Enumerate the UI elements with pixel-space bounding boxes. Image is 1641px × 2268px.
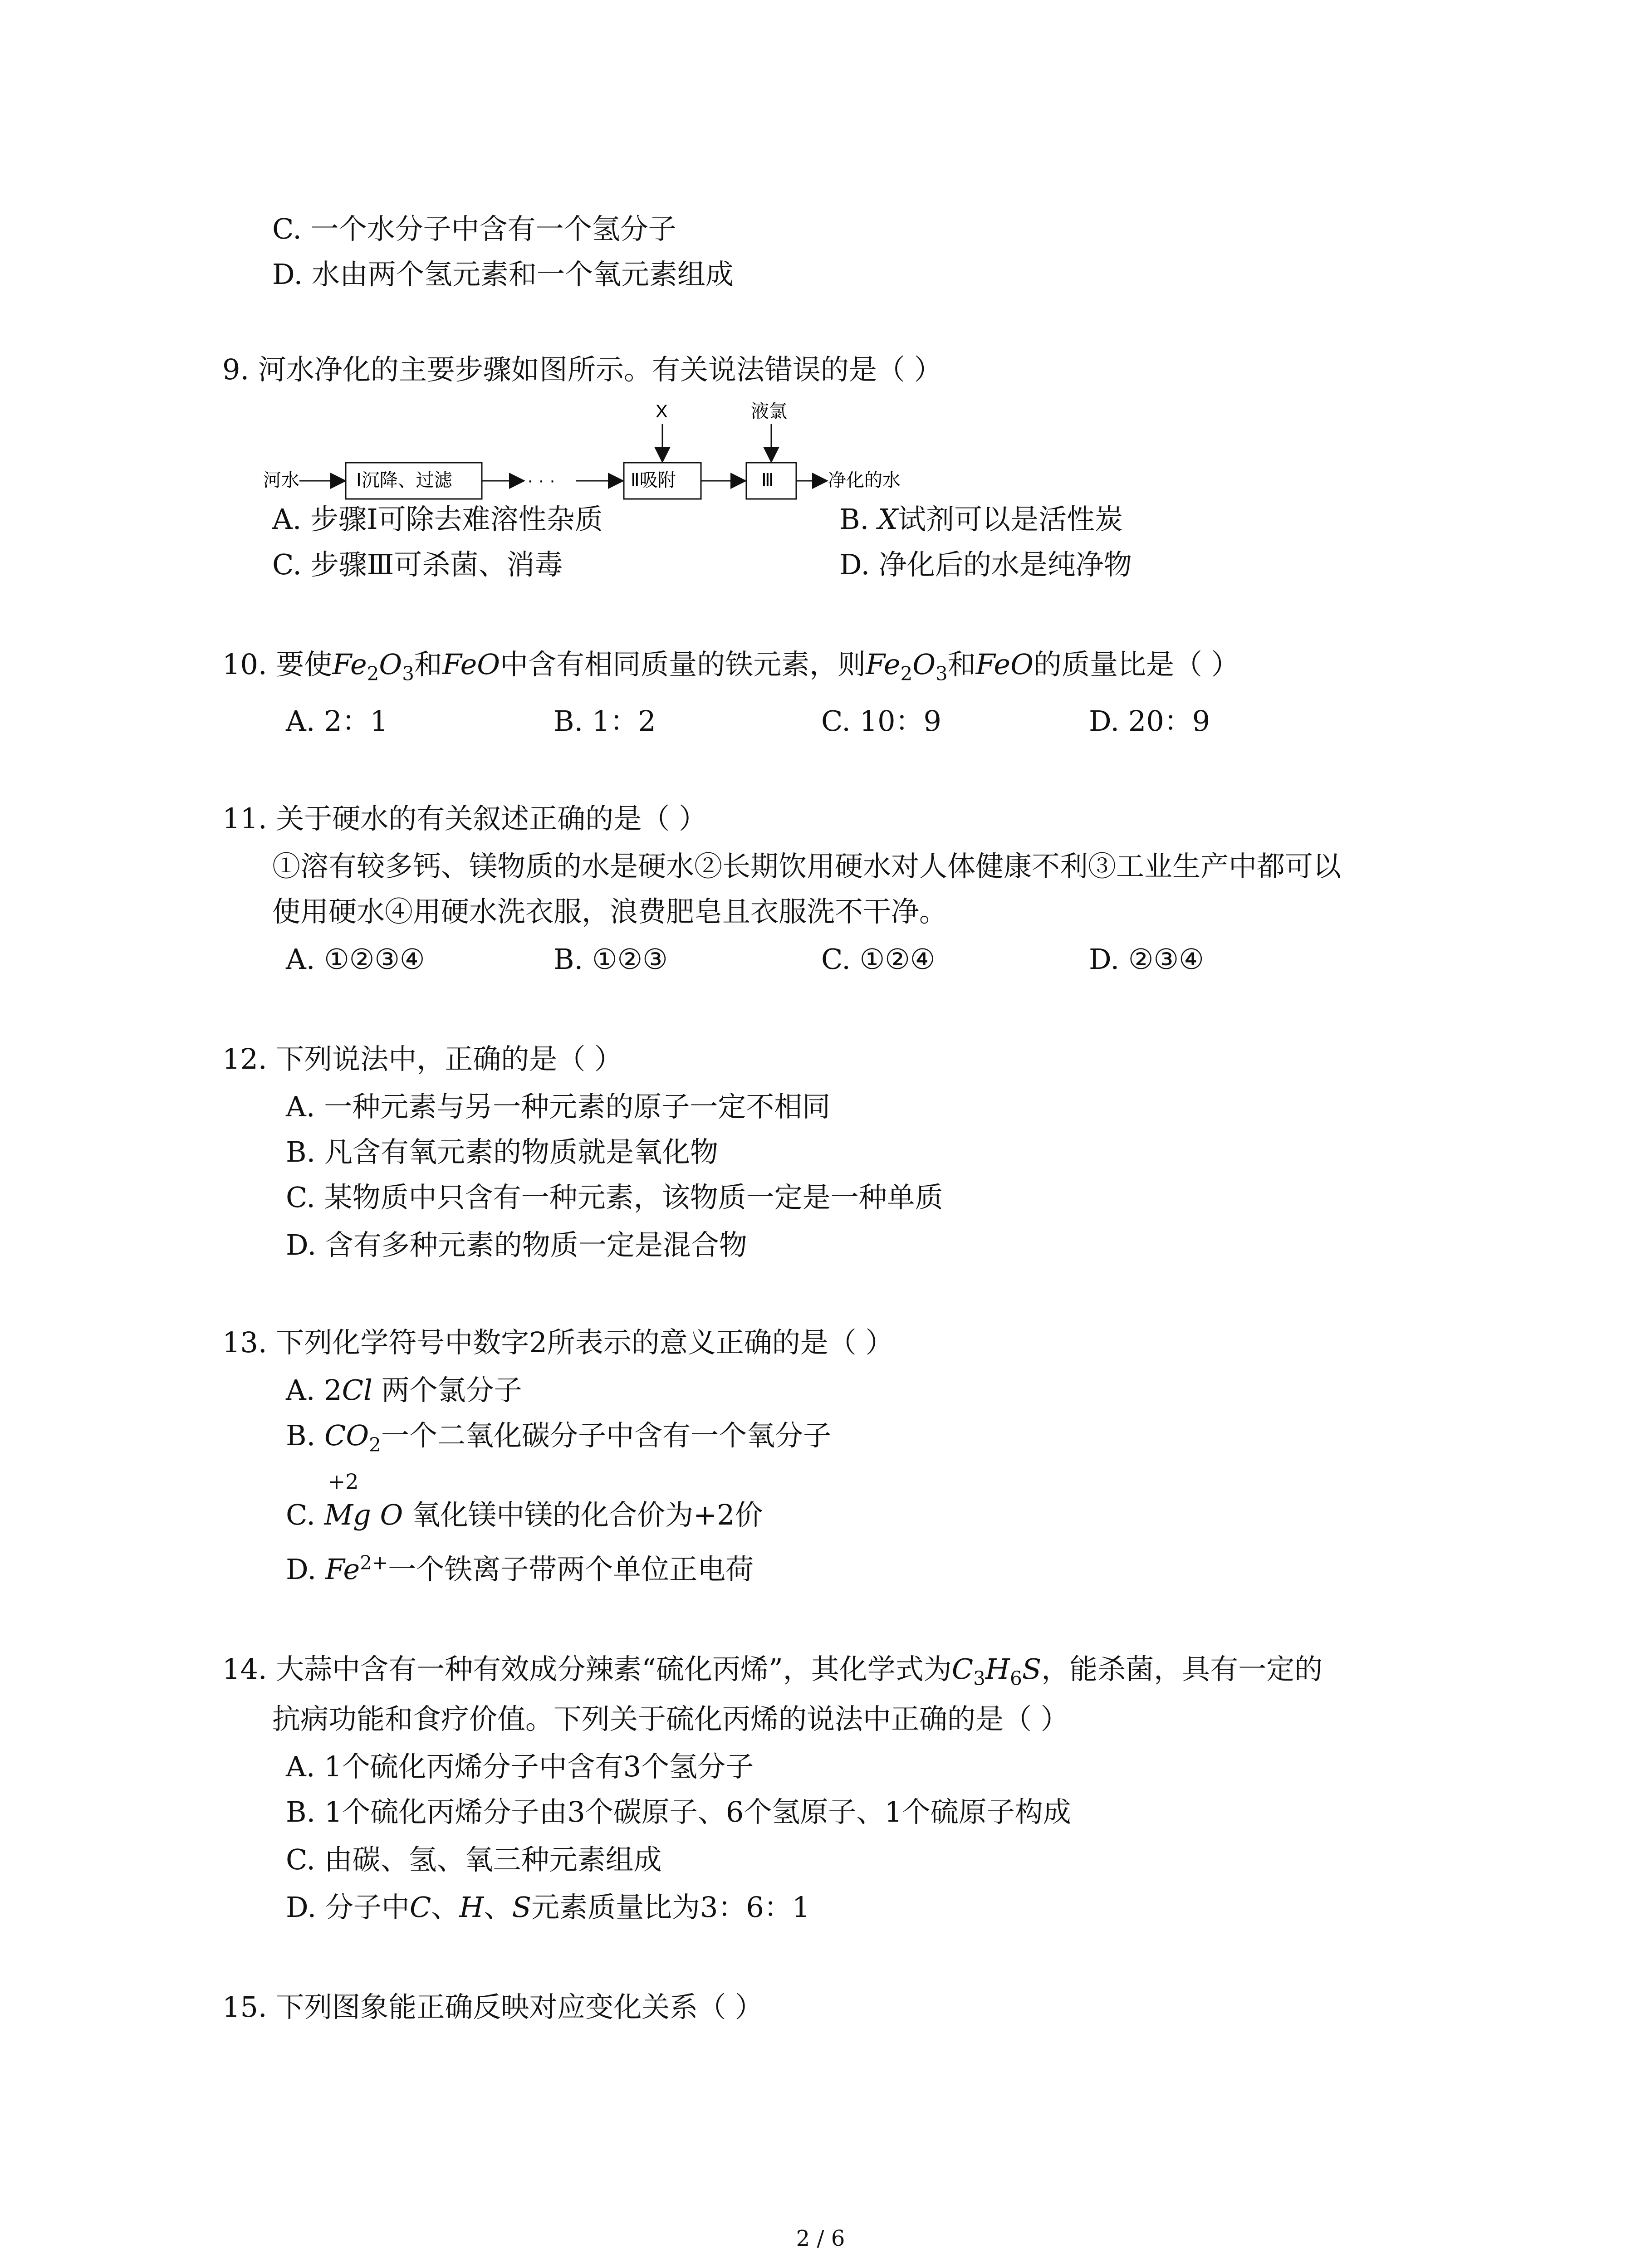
q15-stem: 15. 下列图象能正确反映对应变化关系（ ） bbox=[222, 1990, 764, 2024]
q11-option-b: B. ①②③ bbox=[554, 943, 668, 976]
q12-option-a: A. 一种元素与另一种元素的原子一定不相同 bbox=[286, 1090, 831, 1123]
q9-option-c: C. 步骤Ⅲ可杀菌、消毒 bbox=[272, 548, 563, 581]
diagram-river-label: 河水 bbox=[263, 470, 299, 490]
q14-stem-line2: 抗病功能和食疗价值。下列关于硫化丙烯的说法中正确的是（ ） bbox=[272, 1702, 1069, 1735]
q10-option-d: D. 20：9 bbox=[1089, 704, 1210, 738]
q12-stem: 12. 下列说法中，正确的是（ ） bbox=[222, 1042, 623, 1075]
q13-option-d: D. $Fe^{2+}$一个铁离子带两个单位正电荷 bbox=[286, 1551, 754, 1586]
q13-option-b: B. $CO_2$一个二氧化碳分子中含有一个氧分子 bbox=[286, 1419, 832, 1456]
q10-option-b: B. 1：2 bbox=[554, 704, 656, 738]
diagram-step2-label: Ⅱ吸附 bbox=[631, 470, 676, 490]
q9-option-a: A. 步骤Ⅰ可除去难溶性杂质 bbox=[272, 503, 603, 536]
q8-option-c: C. 一个水分子中含有一个氢分子 bbox=[272, 212, 676, 245]
water-purification-diagram bbox=[263, 399, 944, 508]
q11-option-a: A. ①②③④ bbox=[286, 943, 425, 976]
q10-stem: 10. 要使$Fe_2O_3$和FeO中含有相同质量的铁元素，则$Fe_2O_3$和FeO的质量比是（ ） bbox=[222, 648, 1239, 685]
diagram-chlorine-label: 液氯 bbox=[751, 401, 787, 421]
q10-option-c: C. 10：9 bbox=[821, 704, 941, 738]
diagram-output-label: 净化的水 bbox=[828, 470, 901, 490]
q14-option-a: A. 1个硫化丙烯分子中含有3个氢分子 bbox=[286, 1750, 754, 1783]
q11-statements-line1: ①溶有较多钙、镁物质的水是硬水②长期饮用硬水对人体健康不利③工业生产中都可以 bbox=[272, 850, 1342, 883]
page-number: 2 / 6 bbox=[796, 2226, 845, 2251]
diagram-step1-label: Ⅰ沉降、过滤 bbox=[356, 470, 452, 490]
q11-option-d: D. ②③④ bbox=[1089, 943, 1204, 976]
diagram-x-label: X bbox=[656, 401, 668, 421]
diagram-step3-label: Ⅲ bbox=[761, 470, 774, 490]
q13-option-c: C. +2 Mg O 氧化镁中镁的化合价为+2价 bbox=[286, 1469, 763, 1531]
q11-statements-line2: 使用硬水④用硬水洗衣服，浪费肥皂且衣服洗不干净。 bbox=[272, 895, 948, 928]
q12-option-c: C. 某物质中只含有一种元素，该物质一定是一种单质 bbox=[286, 1181, 943, 1214]
q9-option-b: B. X试剂可以是活性炭 bbox=[839, 503, 1123, 536]
q10-option-a: A. 2：1 bbox=[286, 704, 388, 738]
q8-option-d: D. 水由两个氢元素和一个氧元素组成 bbox=[272, 258, 734, 291]
q12-option-b: B. 凡含有氧元素的物质就是氧化物 bbox=[286, 1135, 718, 1168]
q13-stem: 13. 下列化学符号中数字2所表示的意义正确的是（ ） bbox=[222, 1326, 894, 1359]
q9-option-d: D. 净化后的水是纯净物 bbox=[839, 548, 1132, 581]
diagram-dots: · · · bbox=[527, 470, 556, 490]
q11-stem: 11. 关于硬水的有关叙述正确的是（ ） bbox=[222, 802, 707, 835]
q14-option-d: D. 分子中C、H、S元素质量比为3：6：1 bbox=[286, 1891, 810, 1924]
q13-option-a: A. 2Cl 两个氯分子 bbox=[286, 1374, 522, 1407]
q14-stem-line1: 14. 大蒜中含有一种有效成分辣素“硫化丙烯”，其化学式为$C_3H_6S$，能杀菌，具有一定的 bbox=[222, 1652, 1323, 1690]
q14-option-b: B. 1个硫化丙烯分子由3个碳原子、6个氢原子、1个硫原子构成 bbox=[286, 1795, 1071, 1828]
q11-option-c: C. ①②④ bbox=[821, 943, 936, 976]
q12-option-d: D. 含有多种元素的物质一定是混合物 bbox=[286, 1228, 747, 1261]
q14-option-c: C. 由碳、氢、氧三种元素组成 bbox=[286, 1843, 662, 1876]
q9-stem: 9. 河水净化的主要步骤如图所示。有关说法错误的是（ ） bbox=[222, 353, 942, 386]
